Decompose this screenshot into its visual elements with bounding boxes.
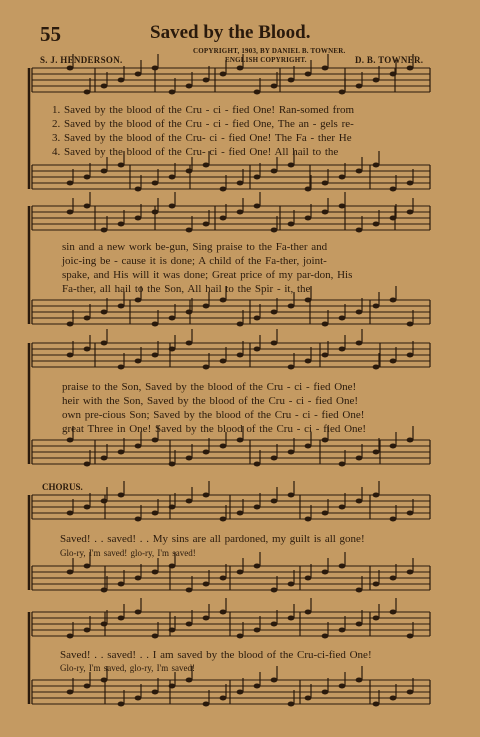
note-head — [203, 222, 210, 227]
note-head — [220, 696, 227, 701]
note-head — [356, 341, 363, 346]
note-head — [84, 90, 91, 95]
note-head — [186, 341, 193, 346]
note-head — [356, 228, 363, 233]
note-head — [67, 210, 74, 215]
note-head — [322, 570, 329, 575]
note-head — [373, 493, 380, 498]
note-head — [152, 353, 159, 358]
note-head — [186, 169, 193, 174]
note-head — [220, 444, 227, 449]
verse3-line3: own pre-cious Son; Saved by the blood of the Cru - ci - fied One! — [62, 409, 365, 421]
note-head — [288, 304, 295, 309]
note-head — [169, 462, 176, 467]
note-head — [271, 169, 278, 174]
note-head — [220, 359, 227, 364]
note-head — [186, 228, 193, 233]
note-head — [373, 78, 380, 83]
note-head — [203, 365, 210, 370]
note-head — [254, 347, 261, 352]
note-head — [169, 347, 176, 352]
note-head — [356, 499, 363, 504]
note-head — [271, 310, 278, 315]
note-head — [118, 304, 125, 309]
note-head — [118, 702, 125, 707]
verse1-line1: 1. Saved by the blood of the Cru - ci - fied One! Ran-somed from — [52, 104, 355, 116]
note-head — [407, 210, 414, 215]
note-head — [152, 690, 159, 695]
note-head — [220, 517, 227, 522]
note-head — [169, 175, 176, 180]
hymn-title: Saved by the Blood. — [150, 22, 311, 43]
note-head — [373, 222, 380, 227]
chorus-line2: Saved! . . saved! . . I am saved by the blood of the Cru-ci-fied One! — [60, 649, 372, 661]
note-head — [67, 511, 74, 516]
english-copyright-line: ENGLISH COPYRIGHT. — [225, 56, 307, 64]
note-head — [373, 450, 380, 455]
note-head — [322, 181, 329, 186]
note-head — [186, 622, 193, 627]
note-head — [254, 505, 261, 510]
note-head — [390, 444, 397, 449]
note-head — [356, 84, 363, 89]
verse1-line3: praise to the Son, Saved by the blood of the Cru - ci - fied One! — [62, 381, 357, 393]
note-head — [339, 204, 346, 209]
note-head — [101, 341, 108, 346]
note-head — [186, 456, 193, 461]
note-head — [254, 628, 261, 633]
note-head — [390, 576, 397, 581]
note-head — [135, 576, 142, 581]
verse2-line1: 2. Saved by the blood of the Cru - ci - fied One, The an - gels re- — [52, 118, 354, 130]
note-head — [356, 622, 363, 627]
note-head — [254, 316, 261, 321]
note-head — [339, 90, 346, 95]
note-head — [288, 163, 295, 168]
note-head — [305, 298, 312, 303]
note-head — [288, 582, 295, 587]
note-head — [152, 322, 159, 327]
note-head — [407, 438, 414, 443]
note-head — [356, 310, 363, 315]
note-head — [152, 181, 159, 186]
note-head — [135, 359, 142, 364]
note-head — [305, 216, 312, 221]
note-head — [271, 228, 278, 233]
note-head — [390, 359, 397, 364]
note-head — [390, 298, 397, 303]
verse4-line1: 4. Saved by the blood of the Cru- ci - fied One! All hail to the — [52, 146, 339, 158]
note-head — [305, 696, 312, 701]
note-head — [67, 181, 74, 186]
note-head — [203, 304, 210, 309]
note-head — [288, 365, 295, 370]
note-head — [271, 622, 278, 627]
chorus-label: CHORUS. — [42, 482, 83, 492]
verse2-line2: joic-ing be - cause it is done; A child of the Fa-ther, joint- — [62, 255, 327, 267]
note-head — [254, 684, 261, 689]
note-head — [305, 444, 312, 449]
note-head — [322, 511, 329, 516]
note-head — [271, 341, 278, 346]
note-head — [271, 456, 278, 461]
note-head — [84, 564, 91, 569]
chorus-line2-bass: Glo-ry, I'm saved, glo-ry, I'm saved! — [60, 663, 196, 673]
note-head — [407, 353, 414, 358]
note-head — [118, 222, 125, 227]
note-head — [390, 216, 397, 221]
copyright-line: COPYRIGHT, 1903, BY DANIEL B. TOWNER. — [193, 47, 346, 55]
note-head — [390, 72, 397, 77]
note-head — [203, 702, 210, 707]
note-head — [135, 444, 142, 449]
note-head — [67, 322, 74, 327]
note-head — [373, 163, 380, 168]
note-head — [339, 684, 346, 689]
note-head — [254, 204, 261, 209]
note-head — [67, 690, 74, 695]
note-head — [305, 359, 312, 364]
note-head — [152, 210, 159, 215]
note-head — [101, 310, 108, 315]
note-head — [67, 570, 74, 575]
note-head — [203, 78, 210, 83]
note-head — [203, 582, 210, 587]
note-head — [118, 450, 125, 455]
note-head — [186, 310, 193, 315]
note-head — [203, 163, 210, 168]
note-head — [186, 499, 193, 504]
note-head — [237, 322, 244, 327]
note-head — [288, 78, 295, 83]
note-head — [84, 316, 91, 321]
note-head — [169, 505, 176, 510]
note-head — [356, 456, 363, 461]
note-head — [237, 634, 244, 639]
note-head — [356, 588, 363, 593]
note-head — [152, 570, 159, 575]
lyricist: S. J. HENDERSON. — [40, 55, 123, 65]
note-head — [135, 216, 142, 221]
verse1-line2: sin and a new work be-gun, Sing praise to the Fa-ther and — [62, 241, 328, 253]
note-head — [407, 634, 414, 639]
note-head — [271, 678, 278, 683]
note-head — [203, 493, 210, 498]
note-head — [152, 438, 159, 443]
note-head — [271, 84, 278, 89]
note-head — [288, 616, 295, 621]
note-head — [373, 582, 380, 587]
note-head — [237, 570, 244, 575]
note-head — [305, 72, 312, 77]
note-head — [271, 499, 278, 504]
note-head — [407, 511, 414, 516]
note-head — [135, 517, 142, 522]
note-head — [339, 505, 346, 510]
note-head — [186, 84, 193, 89]
note-head — [67, 353, 74, 358]
note-head — [407, 181, 414, 186]
note-head — [322, 634, 329, 639]
note-head — [407, 690, 414, 695]
note-head — [305, 517, 312, 522]
note-head — [407, 570, 414, 575]
note-head — [118, 582, 125, 587]
note-head — [84, 175, 91, 180]
note-head — [390, 610, 397, 615]
note-head — [67, 438, 74, 443]
note-head — [84, 628, 91, 633]
note-head — [254, 175, 261, 180]
note-head — [254, 564, 261, 569]
note-head — [101, 622, 108, 627]
note-head — [339, 175, 346, 180]
note-head — [390, 187, 397, 192]
verse4-line3: great Three in One! Saved by the blood of the Cru - ci - fied One! — [62, 423, 367, 435]
note-head — [152, 511, 159, 516]
note-head — [169, 628, 176, 633]
note-head — [237, 511, 244, 516]
note-head — [254, 462, 261, 467]
note-head — [135, 187, 142, 192]
note-head — [356, 678, 363, 683]
note-head — [101, 169, 108, 174]
note-head — [305, 576, 312, 581]
note-head — [220, 576, 227, 581]
note-head — [322, 353, 329, 358]
note-head — [169, 316, 176, 321]
note-head — [322, 690, 329, 695]
note-head — [356, 169, 363, 174]
note-head — [118, 493, 125, 498]
note-head — [169, 564, 176, 569]
note-head — [288, 702, 295, 707]
note-head — [84, 204, 91, 209]
note-head — [254, 90, 261, 95]
note-head — [84, 347, 91, 352]
note-head — [322, 438, 329, 443]
note-head — [152, 634, 159, 639]
note-head — [220, 610, 227, 615]
note-head — [135, 72, 142, 77]
note-head — [220, 187, 227, 192]
note-head — [339, 564, 346, 569]
note-head — [339, 316, 346, 321]
verse3-line2: spake, and His will it was done; Great price of my par-don, His — [62, 269, 353, 281]
note-head — [288, 450, 295, 455]
note-head — [152, 66, 159, 71]
note-head — [186, 678, 193, 683]
note-head — [203, 450, 210, 455]
note-head — [67, 634, 74, 639]
note-head — [118, 163, 125, 168]
note-head — [288, 493, 295, 498]
note-head — [220, 72, 227, 77]
note-head — [135, 298, 142, 303]
chorus-line1: Saved! . . saved! . . My sins are all pardoned, my guilt is all gone! — [60, 533, 365, 545]
note-head — [373, 304, 380, 309]
note-head — [373, 616, 380, 621]
note-head — [237, 210, 244, 215]
note-head — [186, 588, 193, 593]
note-head — [322, 210, 329, 215]
note-head — [101, 588, 108, 593]
note-head — [305, 187, 312, 192]
note-head — [169, 684, 176, 689]
note-head — [373, 702, 380, 707]
note-head — [135, 610, 142, 615]
note-head — [101, 456, 108, 461]
note-head — [118, 365, 125, 370]
verse2-line3: heir with the Son, Saved by the blood of the Cru - ci - fied One! — [62, 395, 359, 407]
note-head — [390, 696, 397, 701]
note-head — [237, 690, 244, 695]
note-head — [220, 216, 227, 221]
note-head — [407, 66, 414, 71]
note-head — [84, 684, 91, 689]
chorus-line1-bass: Glo-ry, I'm saved! glo-ry, I'm saved! — [60, 548, 196, 558]
note-head — [322, 322, 329, 327]
verse4-line2: Fa-ther, all hail to the Son, All hail to the Spir - it, the — [62, 283, 311, 295]
note-head — [390, 517, 397, 522]
note-head — [305, 610, 312, 615]
note-head — [271, 588, 278, 593]
note-head — [67, 66, 74, 71]
note-head — [288, 222, 295, 227]
note-head — [237, 353, 244, 358]
note-head — [339, 628, 346, 633]
verse3-line1: 3. Saved by the blood of the Cru- ci - fied One! The Fa - ther He — [52, 132, 352, 144]
note-head — [101, 84, 108, 89]
composer: D. B. TOWNER. — [355, 55, 424, 65]
note-head — [101, 228, 108, 233]
note-head — [407, 322, 414, 327]
note-head — [339, 347, 346, 352]
note-head — [84, 505, 91, 510]
note-head — [373, 365, 380, 370]
note-head — [237, 438, 244, 443]
note-head — [101, 499, 108, 504]
note-head — [169, 90, 176, 95]
note-head — [135, 696, 142, 701]
note-head — [169, 204, 176, 209]
note-head — [118, 616, 125, 621]
note-head — [322, 66, 329, 71]
note-head — [101, 678, 108, 683]
note-head — [237, 181, 244, 186]
note-head — [339, 462, 346, 467]
note-head — [237, 66, 244, 71]
note-head — [84, 462, 91, 467]
hymn-number: 55 — [40, 22, 61, 46]
note-head — [118, 78, 125, 83]
note-head — [220, 298, 227, 303]
note-head — [203, 616, 210, 621]
